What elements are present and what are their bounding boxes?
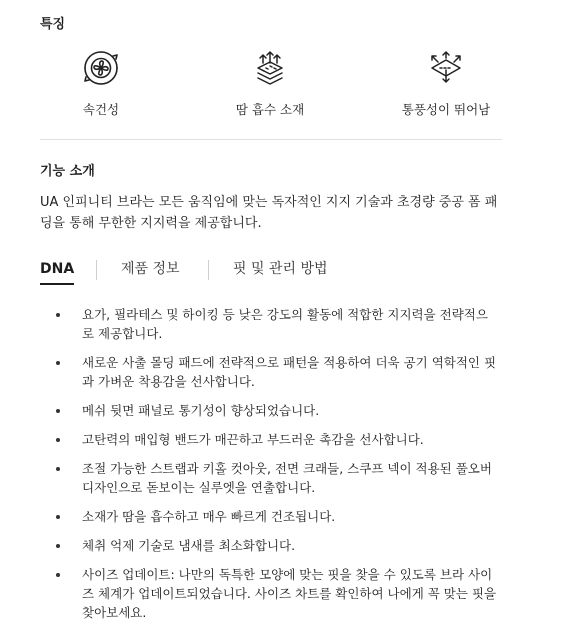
tab-dna[interactable]: DNA: [40, 258, 74, 280]
list-item-text: 사이즈 업데이트: 나만의 독특한 모양에 맞는 핏을 찾을 수 있도록 브라 사이즈 체계가 업데이트되었습니다. 사이즈 차트를 확인하여 나에게 꼭 맞는 핏을 찾아보세요.: [82, 567, 497, 620]
bullet-dot: [56, 409, 60, 413]
tab-fit-care[interactable]: 핏 및 관리 방법: [233, 261, 328, 277]
intro-text: UA 인피니티 브라는 모든 움직임에 맞는 독자적인 지지 기술과 초경량 중공 폼 패딩을 통해 무한한 지지력을 제공합니다.: [40, 195, 498, 231]
feature-label: 땀 흡수 소재: [235, 102, 305, 117]
tab-product-info[interactable]: 제품 정보: [121, 261, 180, 277]
feature-bullet-list: [40, 305, 500, 632]
bullet-dot: [56, 313, 60, 317]
list-item-text: 고탄력의 매입형 밴드가 매끈하고 부드러운 촉감을 선사합니다.: [82, 432, 424, 447]
list-item: [40, 353, 500, 391]
list-item: [40, 536, 500, 555]
bullet-dot: [56, 573, 60, 577]
list-item: [40, 459, 500, 497]
bullet-dot: [56, 544, 60, 548]
bullet-dot: [56, 515, 60, 519]
tab-divider: [208, 260, 209, 280]
list-item-text: 요가, 필라테스 및 하이킹 등 낮은 강도의 활동에 적합한 지지력을 전략적으로 제공합니다.: [82, 307, 488, 341]
list-item-text: 체취 억제 기술로 냄새를 최소화합니다.: [82, 538, 296, 553]
breathable-icon: [426, 48, 466, 88]
list-item: [40, 565, 500, 622]
list-item-text: 메쉬 뒷면 패널로 통기성이 향상되었습니다.: [82, 403, 320, 418]
list-item: [40, 507, 500, 526]
feature-breathable: [366, 48, 526, 118]
quick-dry-icon: [81, 48, 121, 88]
bullet-dot: [56, 361, 60, 365]
list-item-text: 소재가 땀을 흡수하고 매우 빠르게 건조됩니다.: [82, 509, 336, 524]
feature-label: 통풍성이 뛰어남: [401, 102, 491, 117]
list-item: [40, 430, 500, 449]
tab-divider: [96, 260, 97, 280]
features-title: 특징: [40, 17, 66, 32]
feature-sweat-wicking: [190, 48, 350, 118]
list-item: [40, 401, 500, 420]
bullet-dot: [56, 438, 60, 442]
intro-title: 기능 소개: [40, 164, 95, 179]
feature-label: 속건성: [82, 102, 120, 117]
bullet-dot: [56, 467, 60, 471]
list-item: [40, 305, 500, 343]
list-item-text: 새로운 사출 몰딩 패드에 전략적으로 패턴을 적용하여 더욱 공기 역학적인 핏과 가벼운 착용감을 선사합니다.: [82, 355, 497, 389]
feature-quick-dry: [21, 48, 181, 118]
sweat-wicking-icon: [250, 48, 290, 88]
section-divider: [40, 139, 502, 140]
list-item-text: 조절 가능한 스트랩과 키홀 컷아웃, 전면 크래들, 스쿠프 넥이 적용된 풀오버 디자인으로 돋보이는 실루엣을 연출합니다.: [82, 461, 492, 495]
